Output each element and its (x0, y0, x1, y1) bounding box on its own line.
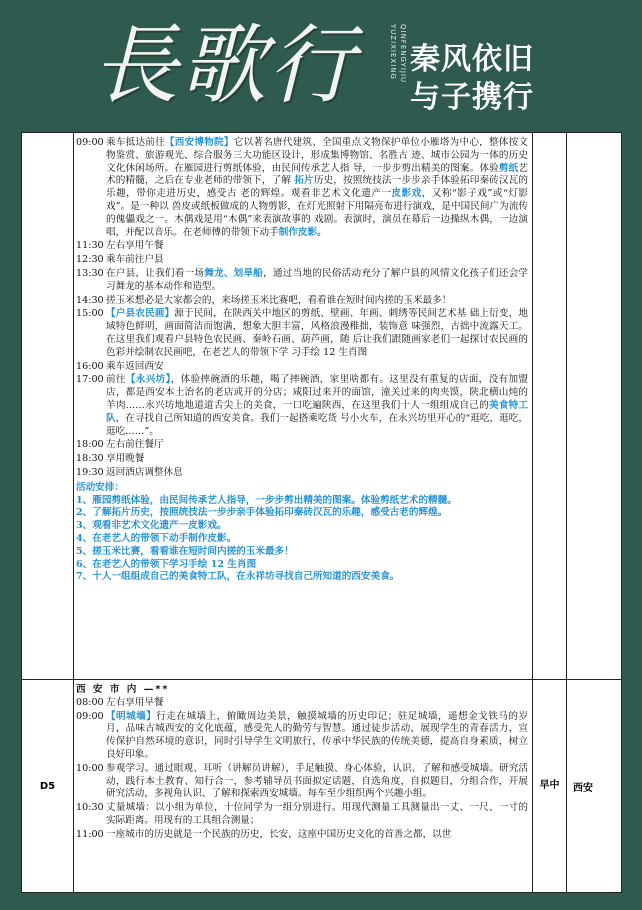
schedule-entry (76, 763, 528, 801)
body-text: 乘车前往户县 (106, 254, 164, 266)
entry-time: 12:30 (76, 254, 104, 266)
pinyin-caption: QINFENGYIJIU YUZIXIEXING (389, 24, 407, 84)
schedule-entry (76, 439, 528, 452)
body-text: 左右享用早餐 (106, 696, 164, 708)
entry-text (106, 467, 528, 480)
activity-item: 1、雁园剪纸体验，由民间传承艺人指导，一步步剪出精美的图案。体验剪纸艺术的精髓。 (76, 494, 457, 506)
body-text: 一座城市的历史就是一个民族的历史，长安，这座中国历史文化的首善之都，以世 (106, 828, 452, 840)
schedule-entry (76, 295, 528, 308)
body-text: 行走在城墙上，俯瞰周边美景，触摸城墙的历史印记；驻足城墙，遥想金戈铁马的岁月，品味古城西安的文化底蕴，感受先人的勤劳与智慧。通过徒步活动，展现学生的青春活力，宣传保护自然环境的意识，同时引导学生文明旅行，传承中华民族的传统美德，提高自身素质，树立良好印象。 (106, 710, 529, 760)
day-schedule-d4 (74, 133, 532, 586)
highlight-text: 剪纸 (498, 162, 519, 174)
highlight-text: 【明城墙】 (106, 710, 157, 722)
entry-time: 15:00 (76, 308, 104, 320)
itinerary-table (21, 132, 622, 893)
body-text: ，通过当地的民俗活动充分了解户县的风情文化孩子们还会学习舞龙的基本动作和造型。 (106, 267, 529, 292)
entry-text (106, 374, 528, 438)
day-label: D5 (22, 680, 74, 893)
entry-time: 10:00 (76, 762, 104, 774)
schedule-entry (76, 802, 528, 828)
activity-item: 4、在老艺人的带领下动手制作皮影。 (76, 532, 237, 544)
body-text: 丈量城墙：以小组为单位，十位同学为一组分别进行。用现代测量工具测量出一丈、一尺、一寸的实际距离。用现有的工具组合测量； (106, 802, 528, 826)
highlight-text: 美食特工队 (106, 399, 529, 424)
body-text: 乘车返回西安 (106, 360, 164, 372)
calligraphy-title: 長歌行 (92, 16, 356, 116)
entry-time: 11:00 (76, 828, 104, 840)
highlight-text: 制作皮影。 (278, 226, 327, 238)
activity-item: 3、观看非艺术文化遗产一皮影戏。 (76, 520, 227, 532)
activity-item: 2、了解拓片历史，按照统技法一步步亲手体验拓印秦砖汉瓦的乐趣，感受古老的辉煌。 (76, 507, 448, 519)
meal-cell (533, 133, 567, 680)
schedule-entry (76, 254, 528, 267)
body-text: 享用晚餐 (106, 453, 145, 465)
entry-time: 10:30 (76, 802, 104, 814)
schedule-entry (76, 374, 528, 438)
stay-cell (567, 133, 622, 680)
schedule-entry (76, 829, 528, 842)
entry-time: 09:00 (76, 137, 104, 148)
entry-time: 08:00 (76, 696, 104, 708)
subtitle-line-1: 秦风依旧 (410, 42, 534, 77)
body-text: ，体验摔碗酒的乐趣，喝了摔碗酒，家里啥都有。这里没有重复的店面，没有加盟店，都是西安本土治名的老店或开的分店；咸阳过来开的面馆，潼关过来的肉夹馍，陕北横山炖的羊肉……永兴坊地地道道舌尖上的美食，一口吃遍陕西，在这里我们十人一组组成自己的 (106, 374, 529, 411)
entry-time: 11:30 (76, 240, 104, 252)
body-text: 前往 (106, 374, 126, 386)
entry-time: 18:30 (76, 453, 104, 465)
schedule-entry (76, 697, 528, 710)
entry-time: 19:30 (76, 466, 104, 478)
entry-text (106, 137, 528, 239)
activity-item: 5、搓玉米比赛，看看谁在短时间内搓的玉米最多！ (76, 545, 294, 557)
entry-text (106, 268, 528, 294)
highlight-text: 【永兴坊】 (125, 374, 171, 386)
schedule-entry (76, 711, 528, 762)
schedule-entry (76, 268, 528, 294)
entry-text (106, 763, 528, 801)
body-text: 乘车抵达前往 (106, 137, 165, 148)
entry-time: 16:00 (76, 360, 104, 372)
schedule-cell (74, 133, 533, 680)
day-cell (22, 133, 74, 680)
schedule-entry (76, 308, 528, 359)
schedule-entry (76, 467, 528, 480)
highlight-text: 皮影戏 (391, 188, 422, 200)
body-text: 源于民间，在陕西关中地区的剪纸、壁画、年画、刺绣等民间艺术基 础上衍变，地域特色鲜明，画面简洁而饱满，想象大胆丰富，风格浪漫稚拙，装饰意 味强烈，古拙中流露天工。在这里我们观看户县特色农民画、秦岭石画、葫芦画，随 后让我们跟随画家老们一起探讨农民画的色彩并绘制农民画吧，在老艺人的带领下学 习手绘 12 生肖图 (106, 308, 528, 358)
body-text: 在户县，让我们看一场 (106, 267, 205, 279)
body-text: 参观学习。通过眼观、耳听（讲解员讲解），手足触摸、身心体验，认识、了解和感受城墙。研究活动，践行本土教育、知行合一，参考辅导员书面拟定话题，自选角度，自拟题目，分组合作，开展研究活动，多视角认识、了解和探索西安城墙。每车至少组织两个兴趣小组。 (106, 762, 528, 800)
entry-time: 09:00 (76, 710, 104, 722)
body-text: 左右享用午餐 (106, 240, 164, 252)
activity-item: 7、十人一组组成自己的美食特工队，在永祥坊寻找自己所知道的西安美食。 (76, 571, 400, 583)
entry-text (106, 697, 528, 710)
day-title: 西 安 市 内 —** (76, 684, 170, 695)
body-text: 它以著名唐代建筑、全国重点文物保护单位小雁塔为中心，整体按文物鉴赏、旅游观光、综合服务三大功能区设计，形成集博物馆、名胜古 迹、城市公园为一体的历史文化休闲场所。在雁园进行剪纸体验，由民间传承艺人指 导，一步步剪出精美的图案。体验 (106, 137, 529, 174)
entry-text (106, 802, 528, 828)
table-row (22, 680, 622, 893)
schedule-entry (76, 137, 528, 239)
entry-time: 17:00 (76, 374, 104, 386)
highlight-text: 【户县农民画】 (106, 308, 175, 320)
highlight-text: 【西安博物院】 (164, 137, 234, 148)
entry-text (106, 453, 528, 466)
activity-item: 6、在老艺人的带领下学习手绘 12 生肖图 (76, 558, 257, 570)
body-text: ，又称“影子戏”或“灯影戏”。是一种以 兽皮或纸板做成的人物剪影，在灯光照射下用隔亮布进行演戏，是中国民间广为流传 的傀儡戏之一。木偶戏是用“木偶”来表演故事的 戏剧。表演时，演员在幕后一边操纵木偶，一边演唱，并配以音乐。在老师傅的带领下动手 (106, 188, 528, 238)
header-banner (0, 0, 642, 132)
activities-heading: 活动安排： (76, 481, 124, 493)
itinerary-sheet (21, 132, 621, 892)
entry-text (106, 308, 528, 359)
entry-text (106, 361, 528, 374)
entry-text (106, 254, 528, 267)
entry-text (106, 240, 528, 253)
schedule-entry (76, 361, 528, 374)
day-schedule-d5 (74, 680, 532, 845)
body-text: ，在寻找自己所知道的西安美食。我们一起搭乘吃货 号小火车，在永兴坊里开心的“逛吃，逛吃，逛吃……”。 (106, 412, 529, 437)
stay-label: 西安 (567, 680, 622, 893)
schedule-cell (74, 680, 533, 893)
entry-text (106, 439, 528, 452)
body-text: 返回酒店调整休息 (106, 466, 183, 478)
body-text: 搓玉米想必是大家都会的，来场搓玉米比赛吧，看看谁在短时间内搓的玉米最多！ (106, 294, 452, 306)
body-text: 左右前往餐厅 (106, 439, 164, 451)
entry-time: 13:30 (76, 267, 104, 279)
entry-text (106, 295, 528, 308)
schedule-entry (76, 240, 528, 253)
entry-time: 14:30 (76, 294, 104, 306)
body-text: 艺术的精髓，之后在专业老师的带领下，了解 (106, 162, 528, 187)
schedule-entry (76, 453, 528, 466)
table-row (22, 133, 622, 680)
meal-label: 早中 (533, 680, 567, 893)
highlight-text: 舞龙、划旱船 (204, 267, 264, 279)
entry-text (106, 711, 528, 762)
highlight-text: 拓片 (294, 175, 314, 187)
subtitle-line-2: 与子携行 (410, 80, 534, 115)
entry-time: 18:00 (76, 439, 104, 451)
entry-text (106, 829, 528, 842)
body-text: 历史，按照统技法一步步亲手体验拓印秦砖汉瓦的乐趣，带你走进历史，感受古 老的辉煌。观看非艺术文化遗产一 (106, 175, 529, 200)
